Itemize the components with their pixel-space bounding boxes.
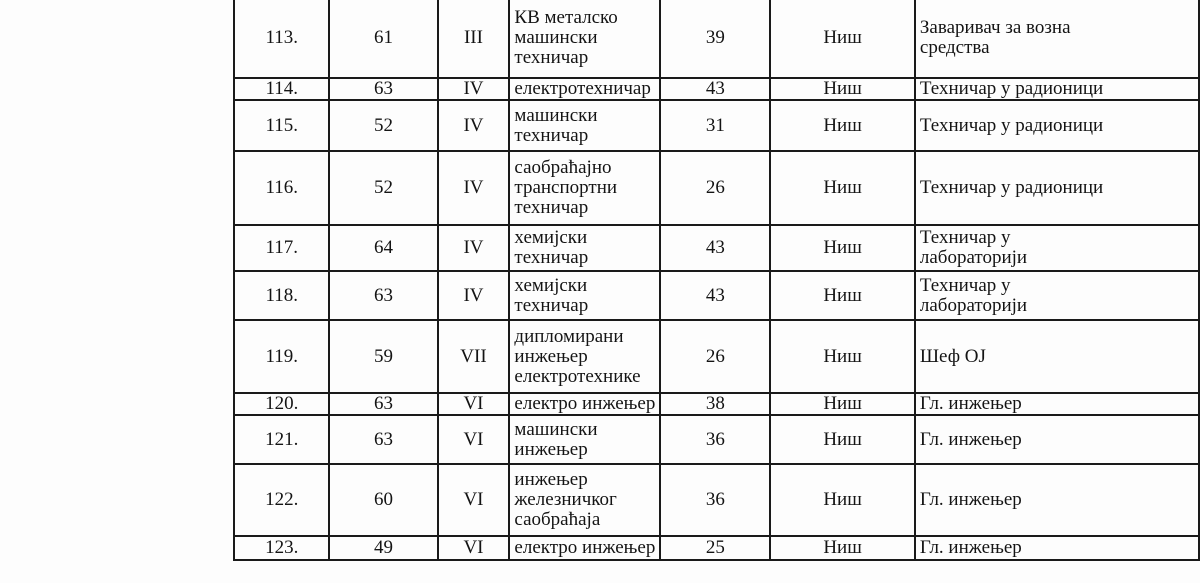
qualification-cell <box>509 100 660 151</box>
degree-cell: VI <box>438 464 510 536</box>
position-cell <box>915 393 1199 415</box>
position-cell-line: лабораторији <box>919 294 1028 316</box>
position-cell-line: средства <box>919 37 990 58</box>
table-row <box>234 393 1199 415</box>
age-cell: 63 <box>329 393 437 415</box>
age-cell: 63 <box>329 271 437 320</box>
degree-cell: III <box>438 0 510 78</box>
age-cell: 61 <box>329 0 437 78</box>
city-cell: Ниш <box>770 100 915 151</box>
row-number-cell: 114. <box>234 78 329 100</box>
position-cell <box>915 320 1199 393</box>
qualification-cell-line: КВ металско <box>514 7 618 28</box>
position-cell-line: лабораторији <box>919 247 1028 268</box>
qualification-cell-line: железничког <box>514 489 617 510</box>
years-cell: 43 <box>660 271 770 320</box>
table-row <box>234 536 1199 560</box>
qualification-cell <box>509 151 660 225</box>
age-cell: 63 <box>329 415 437 464</box>
years-cell: 36 <box>660 464 770 536</box>
row-number-cell: 115. <box>234 100 329 151</box>
qualification-cell-line: техничар <box>514 197 589 218</box>
row-number-cell: 120. <box>234 393 329 415</box>
qualification-cell <box>509 464 660 536</box>
city-cell: Ниш <box>770 0 915 78</box>
position-cell <box>915 464 1199 536</box>
city-cell: Ниш <box>770 415 915 464</box>
position-cell-line: Гл. инжењер <box>919 393 1022 414</box>
city-cell: Ниш <box>770 225 915 271</box>
degree-cell: VII <box>438 320 510 393</box>
row-number-cell: 121. <box>234 415 329 464</box>
qualification-cell-line: транспортни <box>514 177 618 198</box>
row-number-cell: 113. <box>234 0 329 78</box>
city-cell: Ниш <box>770 271 915 320</box>
employee-table <box>233 0 1200 561</box>
position-cell-line: Техничар у <box>919 274 1011 296</box>
degree-cell: IV <box>438 271 510 320</box>
age-cell: 52 <box>329 151 437 225</box>
age-cell: 59 <box>329 320 437 393</box>
qualification-cell <box>509 415 660 464</box>
qualification-cell-line: машински <box>514 104 598 126</box>
years-cell: 26 <box>660 320 770 393</box>
position-cell-line: Техничар у <box>919 227 1011 248</box>
degree-cell: VI <box>438 415 510 464</box>
city-cell: Ниш <box>770 464 915 536</box>
position-cell-line: Техничар у радионици <box>919 177 1104 198</box>
qualification-cell-line: саобраћајно <box>514 157 612 178</box>
row-number-cell: 118. <box>234 271 329 320</box>
city-cell: Ниш <box>770 320 915 393</box>
row-number-cell: 119. <box>234 320 329 393</box>
qualification-cell-line: саобраћаја <box>514 509 601 530</box>
years-cell: 39 <box>660 0 770 78</box>
degree-cell: IV <box>438 151 510 225</box>
position-cell <box>915 0 1199 78</box>
position-cell <box>915 536 1199 560</box>
table-row <box>234 100 1199 151</box>
table-row <box>234 271 1199 320</box>
table-row <box>234 0 1199 78</box>
table-row <box>234 415 1199 464</box>
position-cell <box>915 78 1199 100</box>
table-row <box>234 464 1199 536</box>
row-number-cell: 122. <box>234 464 329 536</box>
qualification-cell-line: инжењер <box>514 469 588 490</box>
qualification-cell <box>509 78 660 100</box>
qualification-cell <box>509 320 660 393</box>
table-row <box>234 151 1199 225</box>
position-cell-line: Техничар у радионици <box>919 78 1104 99</box>
row-number-cell: 117. <box>234 225 329 271</box>
qualification-cell-line: инжењер <box>514 345 588 367</box>
age-cell: 63 <box>329 78 437 100</box>
years-cell: 43 <box>660 225 770 271</box>
degree-cell: IV <box>438 100 510 151</box>
city-cell: Ниш <box>770 151 915 225</box>
position-cell-line: Техничар у радионици <box>919 114 1104 136</box>
qualification-cell-line: инжењер <box>514 438 588 460</box>
qualification-cell <box>509 271 660 320</box>
years-cell: 36 <box>660 415 770 464</box>
degree-cell: IV <box>438 225 510 271</box>
city-cell: Ниш <box>770 393 915 415</box>
table-row <box>234 320 1199 393</box>
table-row <box>234 225 1199 271</box>
qualification-cell-line: електротехничар <box>514 78 651 99</box>
position-cell <box>915 271 1199 320</box>
qualification-cell <box>509 0 660 78</box>
qualification-cell <box>509 393 660 415</box>
degree-cell: VI <box>438 536 510 560</box>
position-cell-line: Заваривач за возна <box>919 17 1071 38</box>
qualification-cell-line: дипломирани <box>514 325 624 347</box>
position-cell <box>915 415 1199 464</box>
city-cell: Ниш <box>770 536 915 560</box>
qualification-cell-line: техничар <box>514 47 589 68</box>
qualification-cell-line: техничар <box>514 124 589 146</box>
qualification-cell <box>509 536 660 560</box>
row-number-cell: 123. <box>234 536 329 560</box>
qualification-cell-line: хемијски <box>514 227 588 248</box>
position-cell <box>915 151 1199 225</box>
position-cell-line: Гл. инжењер <box>919 537 1022 558</box>
qualification-cell-line: електро инжењер <box>514 537 656 558</box>
qualification-cell-line: машински <box>514 27 598 48</box>
position-cell <box>915 100 1199 151</box>
age-cell: 64 <box>329 225 437 271</box>
row-number-cell: 116. <box>234 151 329 225</box>
degree-cell: IV <box>438 78 510 100</box>
position-cell-line: Шеф ОЈ <box>919 345 986 367</box>
qualification-cell-line: електро инжењер <box>514 393 656 414</box>
position-cell <box>915 225 1199 271</box>
position-cell-line: Гл. инжењер <box>919 428 1022 450</box>
qualification-cell-line: техничар <box>514 247 589 268</box>
years-cell: 43 <box>660 78 770 100</box>
years-cell: 26 <box>660 151 770 225</box>
position-cell-line: Гл. инжењер <box>919 489 1022 510</box>
age-cell: 60 <box>329 464 437 536</box>
qualification-cell-line: машински <box>514 418 598 440</box>
age-cell: 52 <box>329 100 437 151</box>
years-cell: 25 <box>660 536 770 560</box>
city-cell: Ниш <box>770 78 915 100</box>
years-cell: 38 <box>660 393 770 415</box>
degree-cell: VI <box>438 393 510 415</box>
table-body <box>234 0 1199 560</box>
qualification-cell <box>509 225 660 271</box>
qualification-cell-line: техничар <box>514 294 589 316</box>
qualification-cell-line: хемијски <box>514 274 588 296</box>
years-cell: 31 <box>660 100 770 151</box>
table-row <box>234 78 1199 100</box>
qualification-cell-line: електротехнике <box>514 365 641 387</box>
age-cell: 49 <box>329 536 437 560</box>
